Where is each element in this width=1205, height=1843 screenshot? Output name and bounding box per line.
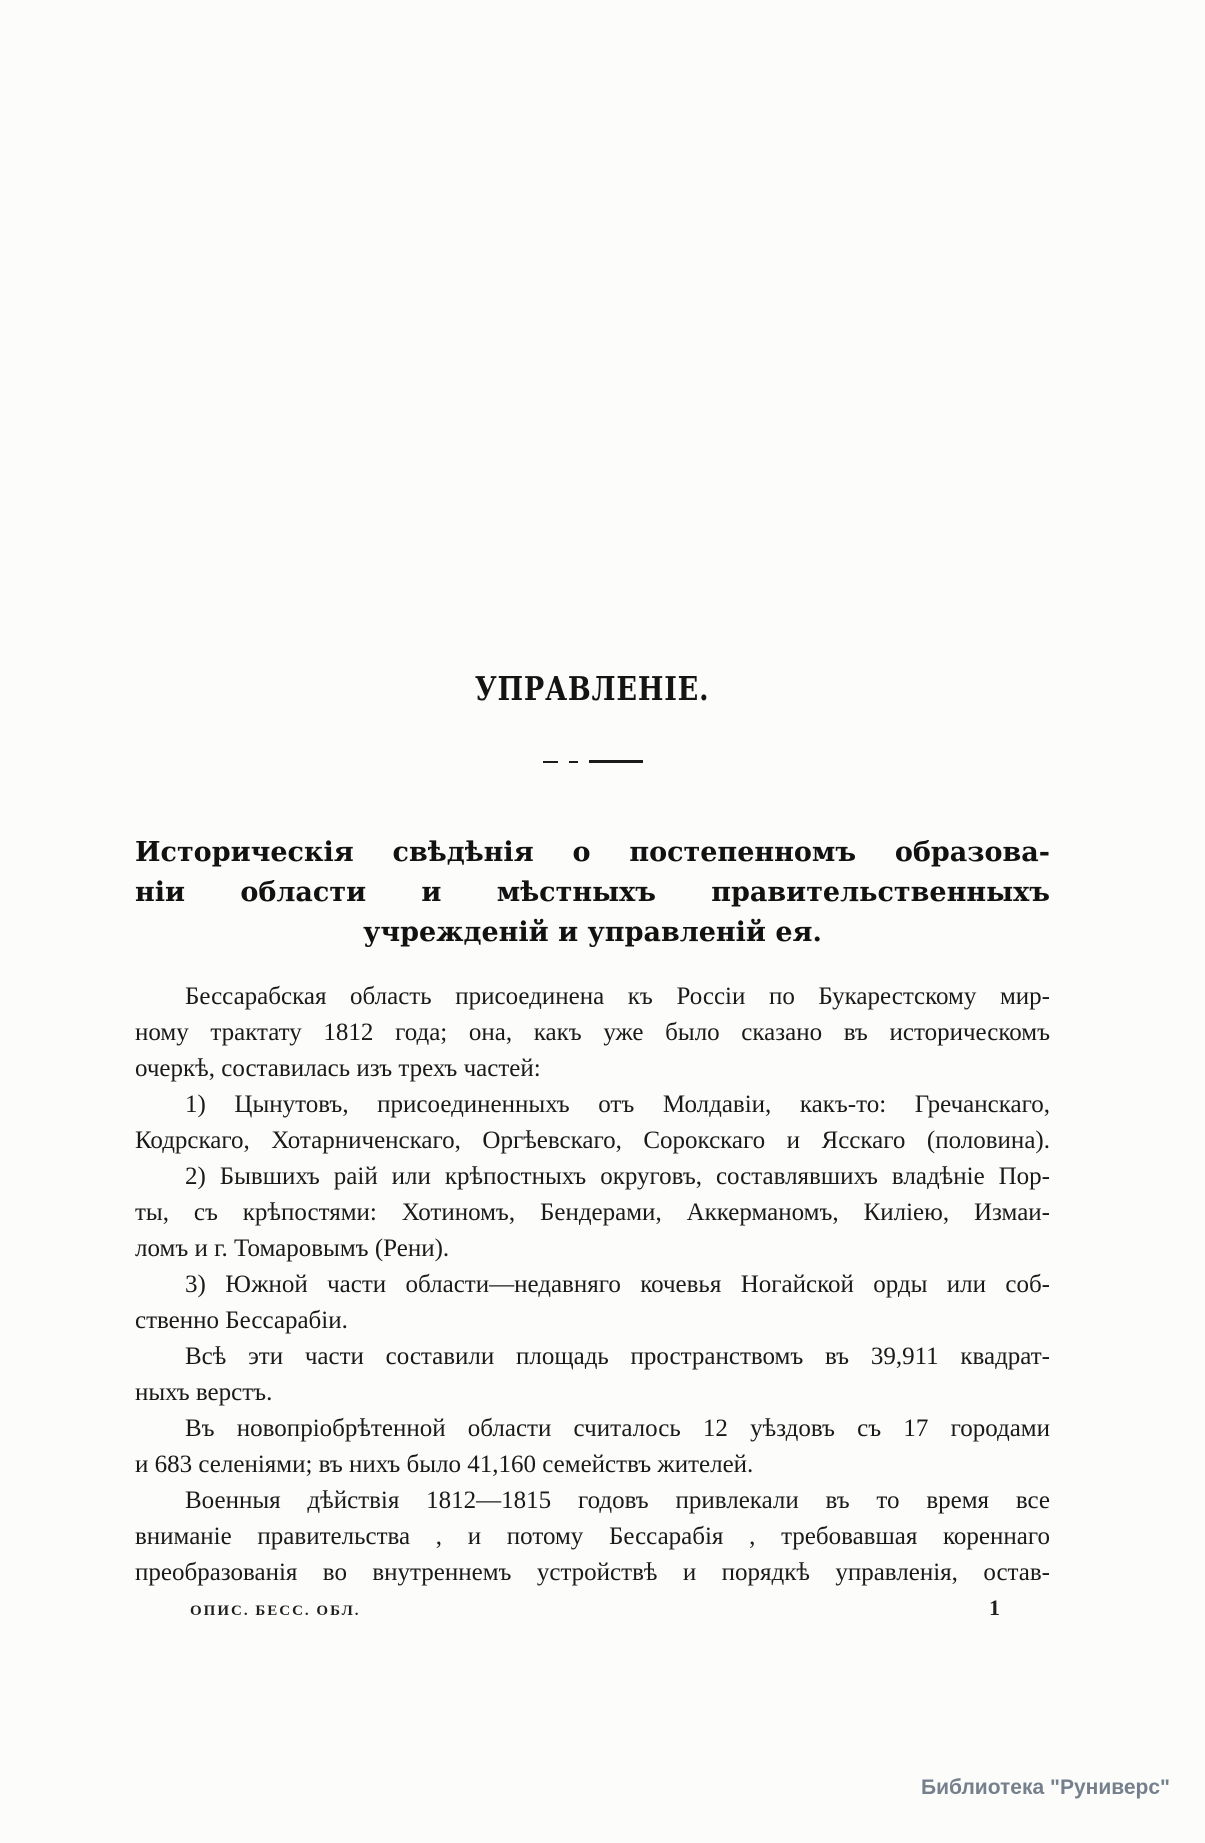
divider-rule-icon	[589, 760, 643, 763]
body-line: ныхъ верстъ.	[135, 1379, 273, 1406]
body-line: Бессарабская область присоединена къ Россіи по Букарестскому мир-	[185, 983, 1050, 1010]
body-line: и 683 селеніями; въ нихъ было 41,160 семействъ жителей.	[135, 1451, 754, 1478]
body-line: преобразованія во внутреннемъ устройствѣ и порядкѣ управленія, остав-	[135, 1559, 1050, 1586]
divider-dash-icon	[543, 761, 558, 763]
body-line: 1) Цынутовъ, присоединенныхъ отъ Молдавіи, какъ-то: Гречанскаго,	[185, 1091, 1050, 1118]
body-line: Кодрскаго, Хотарниченскаго, Оргѣевскаго, Сорокскаго и Ясскаго (половина).	[135, 1127, 1050, 1154]
body-line: очеркѣ, составилась изъ трехъ частей:	[135, 1055, 541, 1082]
section-heading	[135, 833, 1050, 953]
divider-dot-icon	[569, 761, 578, 763]
page-title-text: УПРАВЛЕНІЕ.	[475, 669, 710, 708]
section-heading-line: Историческія свѣдѣнія о постепенномъ образова-	[135, 837, 1050, 868]
section-heading-line: учрежденій и управленій ея.	[363, 917, 822, 948]
running-title: ОПИС. БЕСС. ОБЛ.	[190, 1603, 361, 1619]
body-line: ственно Бессарабіи.	[135, 1307, 348, 1334]
page-title	[135, 668, 1050, 710]
body-line: 2) Бывшихъ раій или крѣпостныхъ округовъ, составлявшихъ владѣніе Пор-	[185, 1163, 1050, 1190]
body-line: Военныя дѣйствія 1812—1815 годовъ привлекали въ то время все	[185, 1487, 1050, 1514]
body-line: вниманіе правительства , и потому Бессарабія , требовавшая кореннаго	[135, 1523, 1050, 1550]
page-number: 1	[989, 1595, 1000, 1620]
text-column	[135, 0, 1050, 1621]
section-divider	[543, 760, 643, 763]
page-footer	[135, 1595, 1050, 1621]
body-line: Всѣ эти части составили площадь пространствомъ въ 39,911 квадрат-	[185, 1343, 1050, 1370]
body-text	[135, 979, 1050, 1591]
body-line: Въ новопріобрѣтенной области считалось 12 уѣздовъ съ 17 городами	[185, 1415, 1050, 1442]
body-line: ты, съ крѣпостями: Хотиномъ, Бендерами, Аккерманомъ, Киліею, Измаи-	[135, 1199, 1050, 1226]
body-line: ному трактату 1812 года; она, какъ уже было сказано въ историческомъ	[135, 1019, 1050, 1046]
body-line: 3) Южной части области—недавняго кочевья Ногайской орды или соб-	[185, 1271, 1050, 1298]
section-heading-line: ніи области и мѣстныхъ правительственныхъ	[135, 877, 1050, 908]
body-line: ломъ и г. Томаровымъ (Рени).	[135, 1235, 450, 1262]
library-watermark: Библиотека "Руниверс"	[921, 1776, 1171, 1799]
